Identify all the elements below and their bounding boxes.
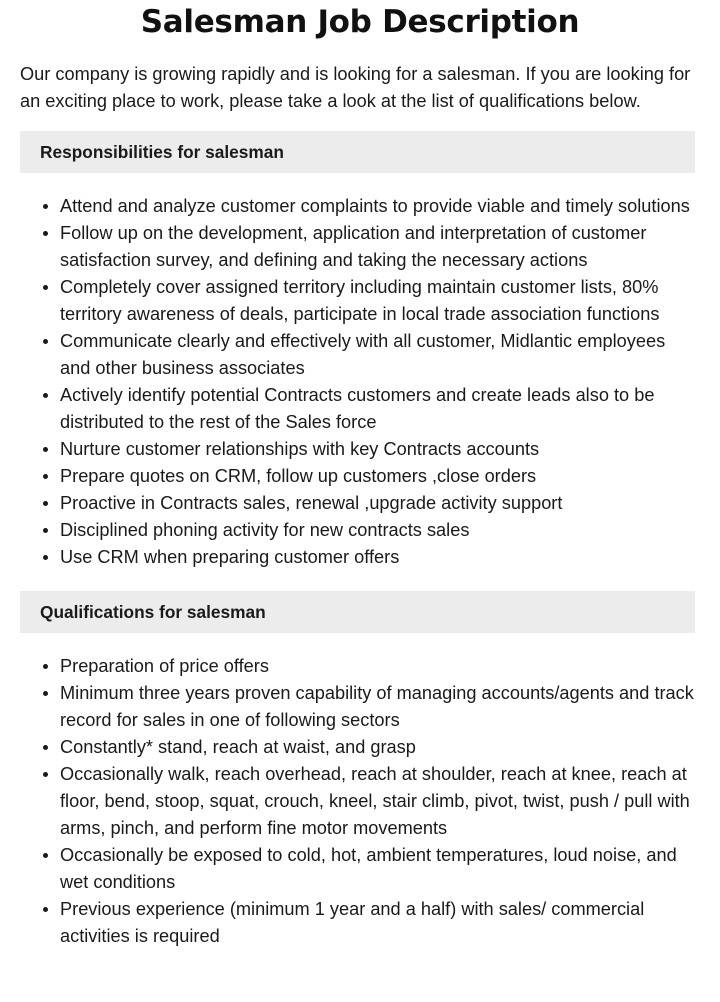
list-item: Previous experience (minimum 1 year and a half) with sales/ commercial activities is required	[60, 896, 700, 950]
list-item: Attend and analyze customer complaints to provide viable and timely solutions	[60, 193, 700, 220]
list-item: Constantly* stand, reach at waist, and grasp	[60, 734, 700, 761]
list-item: Actively identify potential Contracts customers and create leads also to be distributed to the rest of the Sales force	[60, 382, 700, 436]
qualifications-heading: Qualifications for salesman	[20, 591, 695, 633]
intro-paragraph: Our company is growing rapidly and is looking for a salesman. If you are looking for an exciting place to work, please take a look at the list of qualifications below.	[20, 64, 691, 111]
responsibilities-list	[0, 173, 720, 571]
list-item: Occasionally walk, reach overhead, reach at shoulder, reach at knee, reach at floor, bend, stoop, squat, crouch, kneel, stair climb, pivot, twist, push / pull with arms, pinch, and perform fine motor movements	[60, 761, 700, 842]
qualifications-section	[0, 591, 720, 950]
responsibilities-heading: Responsibilities for salesman	[20, 131, 695, 173]
list-item: Use CRM when preparing customer offers	[60, 544, 700, 571]
list-item: Occasionally be exposed to cold, hot, ambient temperatures, loud noise, and wet conditions	[60, 842, 700, 896]
list-item: Communicate clearly and effectively with all customer, Midlantic employees and other business associates	[60, 328, 700, 382]
list-item: Prepare quotes on CRM, follow up customers ,close orders	[60, 463, 700, 490]
qualifications-list	[0, 633, 720, 950]
list-item: Follow up on the development, application and interpretation of customer satisfaction survey, and defining and taking the necessary actions	[60, 220, 700, 274]
list-item: Nurture customer relationships with key Contracts accounts	[60, 436, 700, 463]
page-title: Salesman Job Description	[140, 4, 580, 40]
responsibilities-section	[0, 131, 720, 571]
list-item: Proactive in Contracts sales, renewal ,upgrade activity support	[60, 490, 700, 517]
list-item: Minimum three years proven capability of managing accounts/agents and track record for sales in one of following sectors	[60, 680, 700, 734]
list-item: Completely cover assigned territory including maintain customer lists, 80% territory awareness of deals, participate in local trade association functions	[60, 274, 700, 328]
list-item: Preparation of price offers	[60, 653, 700, 680]
list-item: Disciplined phoning activity for new contracts sales	[60, 517, 700, 544]
